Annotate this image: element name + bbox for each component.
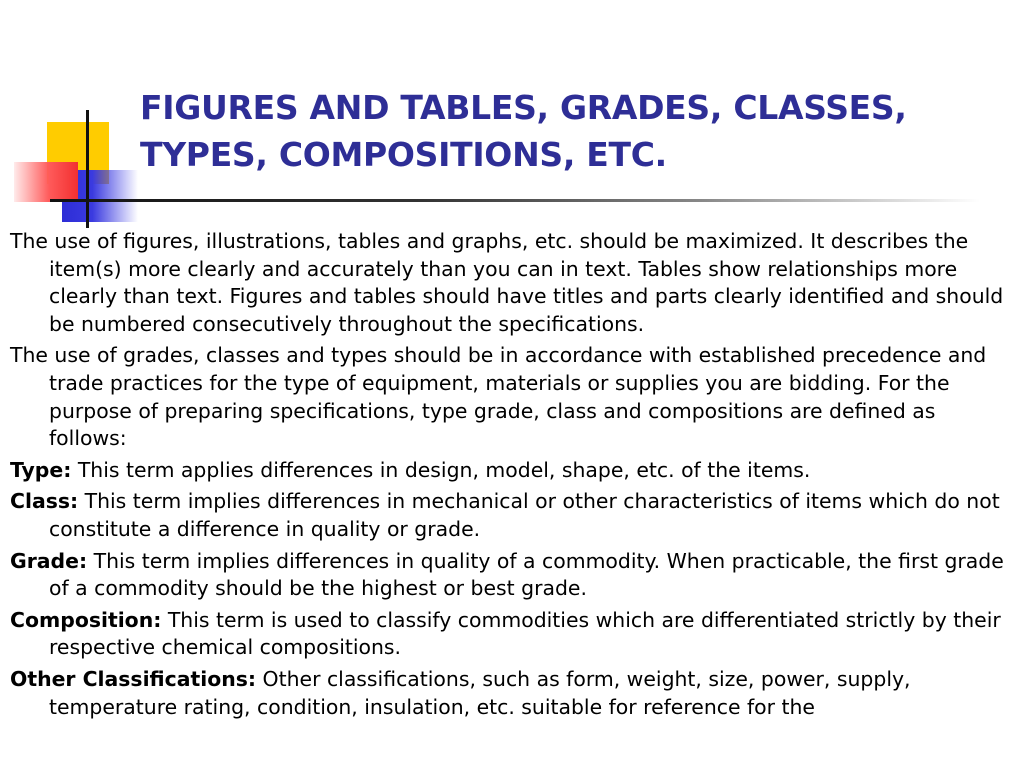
title-underline-rule (50, 199, 980, 202)
term-label: Other Classifications: (10, 666, 257, 691)
paragraph-text: Other classifications, such as form, weight, size, power, supply, temperature rating, condition, insulation, etc. suitable for reference for the (49, 666, 911, 719)
paragraph-text: This term implies differences in quality of a commodity. When practicable, the first grade of a commodity should be the highest or best grade. (49, 548, 1004, 601)
term-label: Class: (10, 489, 79, 514)
paragraph-class (10, 488, 1014, 543)
paragraph-composition (10, 607, 1014, 662)
paragraph-type (10, 457, 1014, 485)
slide-logo-decoration (0, 0, 160, 240)
slide-title-line-2: TYPES, COMPOSITIONS, ETC. (140, 135, 667, 174)
paragraph-figures-tables (10, 228, 1014, 338)
paragraph-text: This term applies differences in design, model, shape, etc. of the items. (71, 457, 811, 482)
term-label: Type: (10, 457, 72, 482)
slide-title (140, 84, 1010, 178)
term-label: Grade: (10, 548, 88, 573)
paragraph-text: This term implies differences in mechanical or other characteristics of items which do not constitute a difference in quality or grade. (49, 489, 1000, 541)
slide-body (10, 228, 1014, 725)
term-label: Composition: (10, 607, 162, 632)
logo-vertical-line (86, 110, 89, 228)
paragraph-text: This term is used to classify commodities which are differentiated strictly by their respective chemical compositions. (49, 607, 1001, 660)
paragraph-other-classifications (10, 666, 1014, 721)
paragraph-text: The use of grades, classes and types should be in accordance with established precedence and trade practices for the type of equipment, materials or supplies you are bidding. For the purpose of preparing specifications, type grade, class and compositions are defined as follows: (10, 343, 987, 451)
paragraph-grade (10, 548, 1014, 603)
paragraph-text: The use of figures, illustrations, tables and graphs, etc. should be maximized. It describes the item(s) more clearly and accurately than you can in text. Tables show relationships more clearly than text. Figures and tables should have titles and parts clearly identified and should be numbered consecutively throughout the specifications. (10, 229, 1004, 336)
paragraph-grades-classes-types (10, 342, 1014, 452)
logo-red-square (14, 162, 78, 202)
slide-title-line-1: FIGURES AND TABLES, GRADES, CLASSES, (140, 88, 907, 127)
